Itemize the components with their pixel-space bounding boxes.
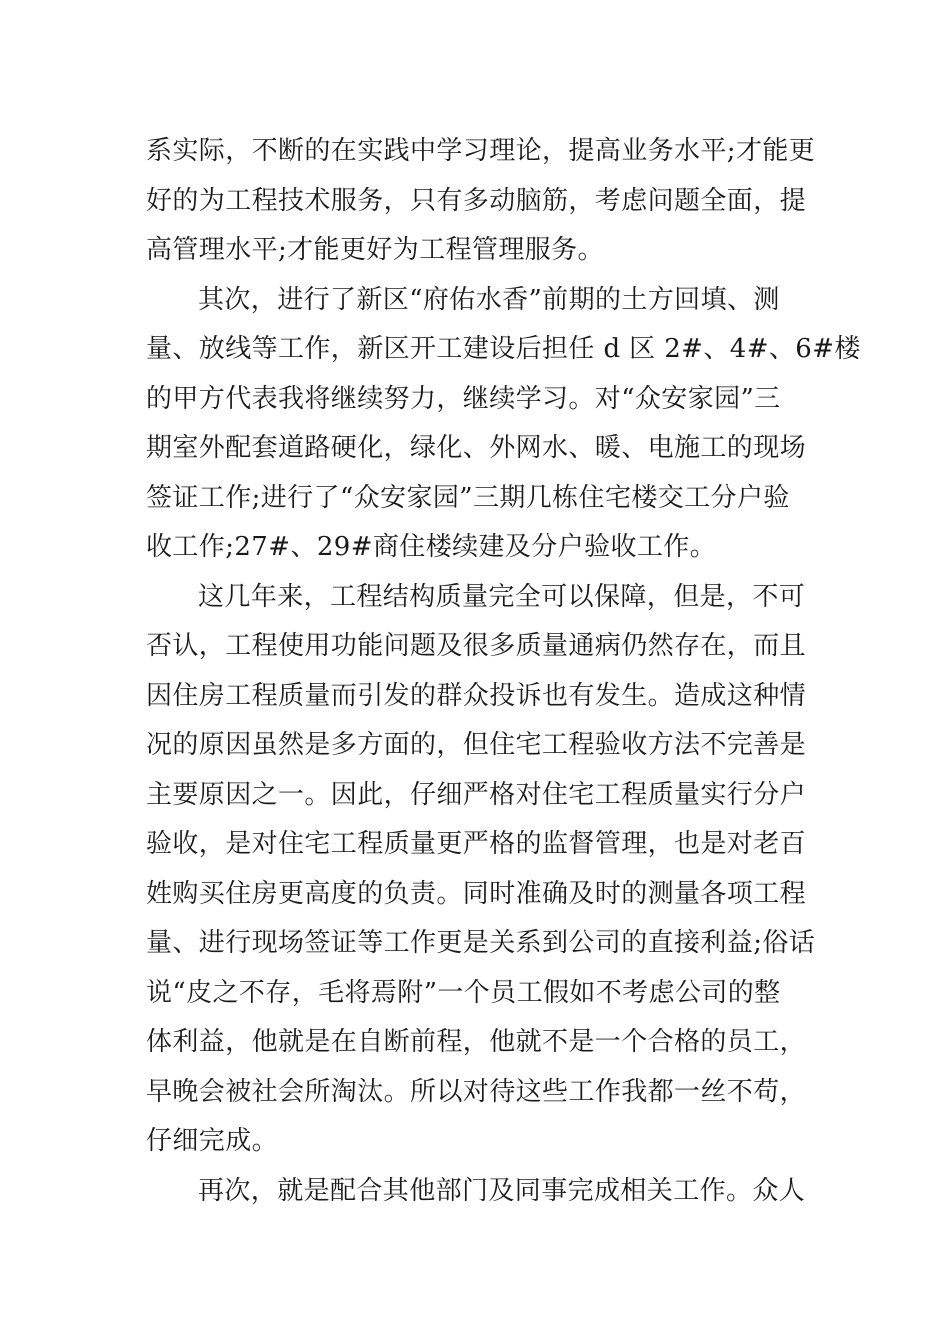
text-line: 系实际，不断的在实践中学习理论，提高业务水平;才能更	[146, 136, 816, 166]
text-line: 说“皮之不存，毛将焉附”一个员工假如不考虑公司的整	[146, 977, 781, 1008]
text-line: 量、进行现场签证等工作更是关系到公司的直接利益;俗话	[146, 928, 816, 958]
text-line: 体利益，他就是在自断前程，他就不是一个合格的员工，	[146, 1027, 807, 1057]
text-line: 期室外配套道路硬化，绿化、外网水、暖、电施工的现场	[146, 433, 807, 463]
text-line: 况的原因虽然是多方面的，但住宅工程验收方法不完善是	[146, 730, 807, 760]
text-line: 其次，进行了新区“府佑水香”前期的土方回填、测	[198, 284, 780, 315]
text-line: 好的为工程技术服务，只有多动脑筋，考虑问题全面，提	[146, 185, 807, 216]
text-line: 的甲方代表我将继续努力，继续学习。对“众安家园”三	[146, 383, 781, 414]
text-line: 再次，就是配合其他部门及同事完成相关工作。众人	[198, 1175, 806, 1206]
text-line: 量、放线等工作，新区开工建设后担任 d 区 2#、4#、6#楼	[146, 334, 861, 364]
body-text	[146, 127, 861, 1216]
text-line: 否认，工程使用功能问题及很多质量通病仍然存在，而且	[146, 631, 807, 661]
text-line: 姓购买住房更高度的负责。同时准确及时的测量各项工程	[146, 878, 807, 909]
text-line: 这几年来，工程结构质量完全可以保障，但是，不可	[198, 581, 806, 612]
text-line: 仔细完成。	[146, 1126, 279, 1156]
text-line: 签证工作;进行了“众安家园”三期几栋住宅楼交工分户验	[146, 482, 790, 513]
text-line: 验收，是对住宅工程质量更严格的监督管理，也是对老百	[146, 829, 807, 859]
text-line: 早晚会被社会所淘汰。所以对待这些工作我都一丝不苟，	[146, 1076, 807, 1107]
text-line: 因住房工程质量而引发的群众投诉也有发生。造成这种情	[146, 680, 807, 711]
text-line: 主要原因之一。因此，仔细严格对住宅工程质量实行分户	[146, 779, 807, 810]
text-line: 高管理水平;才能更好为工程管理服务。	[146, 235, 604, 265]
text-line: 收工作;27#、29#商住楼续建及分户验收工作。	[146, 532, 717, 562]
